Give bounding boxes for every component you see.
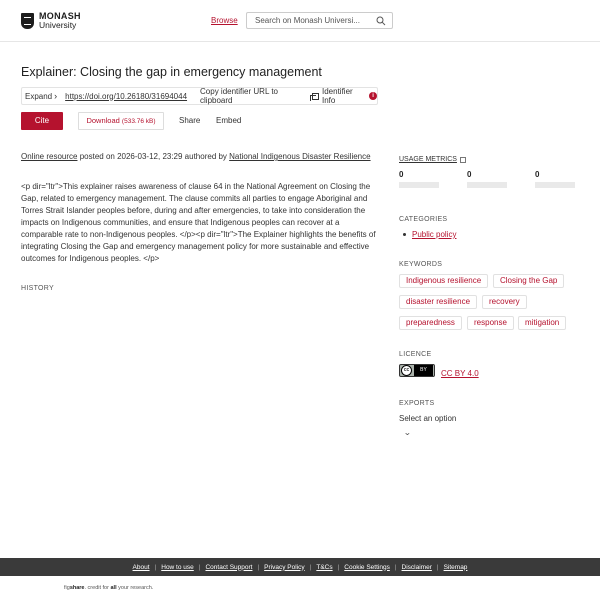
categories-list: [411, 230, 456, 239]
embed-button[interactable]: Embed: [216, 116, 242, 125]
keyword-tag[interactable]: Indigenous resilience: [399, 274, 488, 288]
exports-select[interactable]: Select an option: [399, 414, 457, 423]
footer-link-terms[interactable]: T&Cs: [316, 563, 333, 571]
metric-item: [467, 170, 507, 188]
usage-metrics: [399, 170, 589, 190]
identifier-info-label: Identifier Info: [322, 87, 353, 105]
expand-label: Expand: [25, 91, 53, 101]
footer-link-privacy-policy[interactable]: Privacy Policy: [264, 563, 305, 571]
identifier-info-button[interactable]: [322, 87, 377, 105]
credit-all: all: [110, 585, 117, 591]
metric-item: [399, 170, 439, 188]
credit-fig: fig: [64, 585, 70, 591]
cc-badge-by: BY: [414, 365, 433, 376]
exports-heading: EXPORTS: [399, 400, 435, 407]
item-type-link[interactable]: Online resource: [21, 152, 78, 161]
logo-text: [39, 12, 81, 30]
doi-bar: [21, 87, 378, 105]
usage-metrics-label: USAGE METRICS: [399, 156, 457, 163]
keyword-tag[interactable]: disaster resilience: [399, 295, 477, 309]
metric-value: 0: [535, 170, 540, 179]
footer-separator: |: [198, 563, 201, 571]
author-link[interactable]: National Indigenous Disaster Resilience: [229, 152, 371, 161]
monash-logo-icon: [21, 13, 34, 29]
download-label: Download: [86, 116, 120, 125]
keyword-tag[interactable]: recovery: [482, 295, 527, 309]
metric-bar: [535, 182, 575, 188]
footer-link-sitemap[interactable]: Sitemap: [443, 563, 468, 571]
item-meta: [21, 152, 371, 161]
browse-link[interactable]: Browse: [211, 16, 238, 25]
footer-separator: |: [154, 563, 157, 571]
download-size: (533.76 kB): [121, 118, 156, 125]
site-footer: [0, 558, 600, 576]
metric-bar: [399, 182, 439, 188]
licence-heading: LICENCE: [399, 351, 432, 358]
history-heading: HISTORY: [21, 285, 54, 292]
cc-badge-cc: cc: [401, 365, 412, 376]
credit-mid: . credit for: [84, 585, 111, 591]
search-box: [246, 12, 393, 29]
metric-value: 0: [399, 170, 404, 179]
posted-text: posted on 2026-03-12, 23:29 authored by: [77, 152, 230, 161]
keyword-tag[interactable]: preparedness: [399, 316, 462, 330]
footer-link-about[interactable]: About: [132, 563, 150, 571]
site-header: [0, 0, 600, 42]
expand-button[interactable]: [25, 91, 57, 101]
categories-heading: CATEGORIES: [399, 216, 448, 223]
item-description: <p dir="ltr">This explainer raises awareness of clause 64 in the National Agreement on Closing the Gap, related to emergency management. The clause commits all parties to engage Aboriginal and Torres Strait Islander peoples before, during and after emergencies, to take into consideration the impacts on Indigenous communities, and ensure that Indigenous peoples can recover at a comparable rate to non-Indigenous peoples. </p><p dir="ltr">The Explainer highlights the benefits of integrating Closing the Gap and emergency management policy for more sustainable and effective outcomes for Indigenous peoples. </p>: [21, 182, 376, 263]
keyword-tag[interactable]: mitigation: [518, 316, 566, 330]
copy-icon: [312, 93, 319, 100]
footer-separator: |: [337, 563, 340, 571]
doi-link[interactable]: https://doi.org/10.26180/31694044: [65, 91, 188, 101]
credit-share: share: [69, 585, 85, 591]
info-icon: i: [369, 92, 377, 100]
chevron-right-icon: ›: [54, 91, 58, 101]
licence-link[interactable]: CC BY 4.0: [441, 369, 479, 378]
metric-value: 0: [467, 170, 472, 179]
keyword-tag[interactable]: response: [467, 316, 514, 330]
figshare-credit[interactable]: [64, 585, 153, 591]
metric-item: [535, 170, 575, 188]
footer-link-disclaimer[interactable]: Disclaimer: [401, 563, 432, 571]
search-icon[interactable]: [376, 16, 386, 26]
footer-separator: |: [257, 563, 260, 571]
page-title: Explainer: Closing the gap in emergency management: [21, 65, 322, 79]
footer-separator: |: [436, 563, 439, 571]
footer-link-how-to-use[interactable]: How to use: [161, 563, 194, 571]
credit-end: your research.: [116, 585, 154, 591]
keywords-heading: KEYWORDS: [399, 261, 443, 268]
cite-button[interactable]: Cite: [21, 112, 63, 130]
logo-line1: MONASH: [39, 11, 81, 21]
category-link[interactable]: Public policy: [412, 230, 457, 239]
bullet-icon: [403, 233, 406, 236]
external-link-icon: [460, 157, 466, 163]
cc-by-badge-icon: [399, 364, 435, 377]
monash-logo[interactable]: [21, 12, 81, 30]
footer-link-contact-support[interactable]: Contact Support: [205, 563, 253, 571]
search-input[interactable]: [255, 16, 370, 25]
download-button[interactable]: [78, 112, 164, 130]
chevron-down-icon[interactable]: ⌄: [403, 428, 412, 437]
list-item: [411, 230, 456, 239]
footer-separator: |: [394, 563, 397, 571]
usage-metrics-link[interactable]: [399, 156, 466, 163]
copy-label: Copy identifier URL to clipboard: [200, 87, 278, 105]
metric-bar: [467, 182, 507, 188]
copy-identifier-button[interactable]: [200, 87, 319, 105]
keyword-tag[interactable]: Closing the Gap: [493, 274, 564, 288]
logo-line2: University: [39, 20, 77, 30]
footer-link-cookie-settings[interactable]: Cookie Settings: [344, 563, 390, 571]
share-button[interactable]: Share: [179, 116, 201, 125]
footer-separator: |: [309, 563, 312, 571]
